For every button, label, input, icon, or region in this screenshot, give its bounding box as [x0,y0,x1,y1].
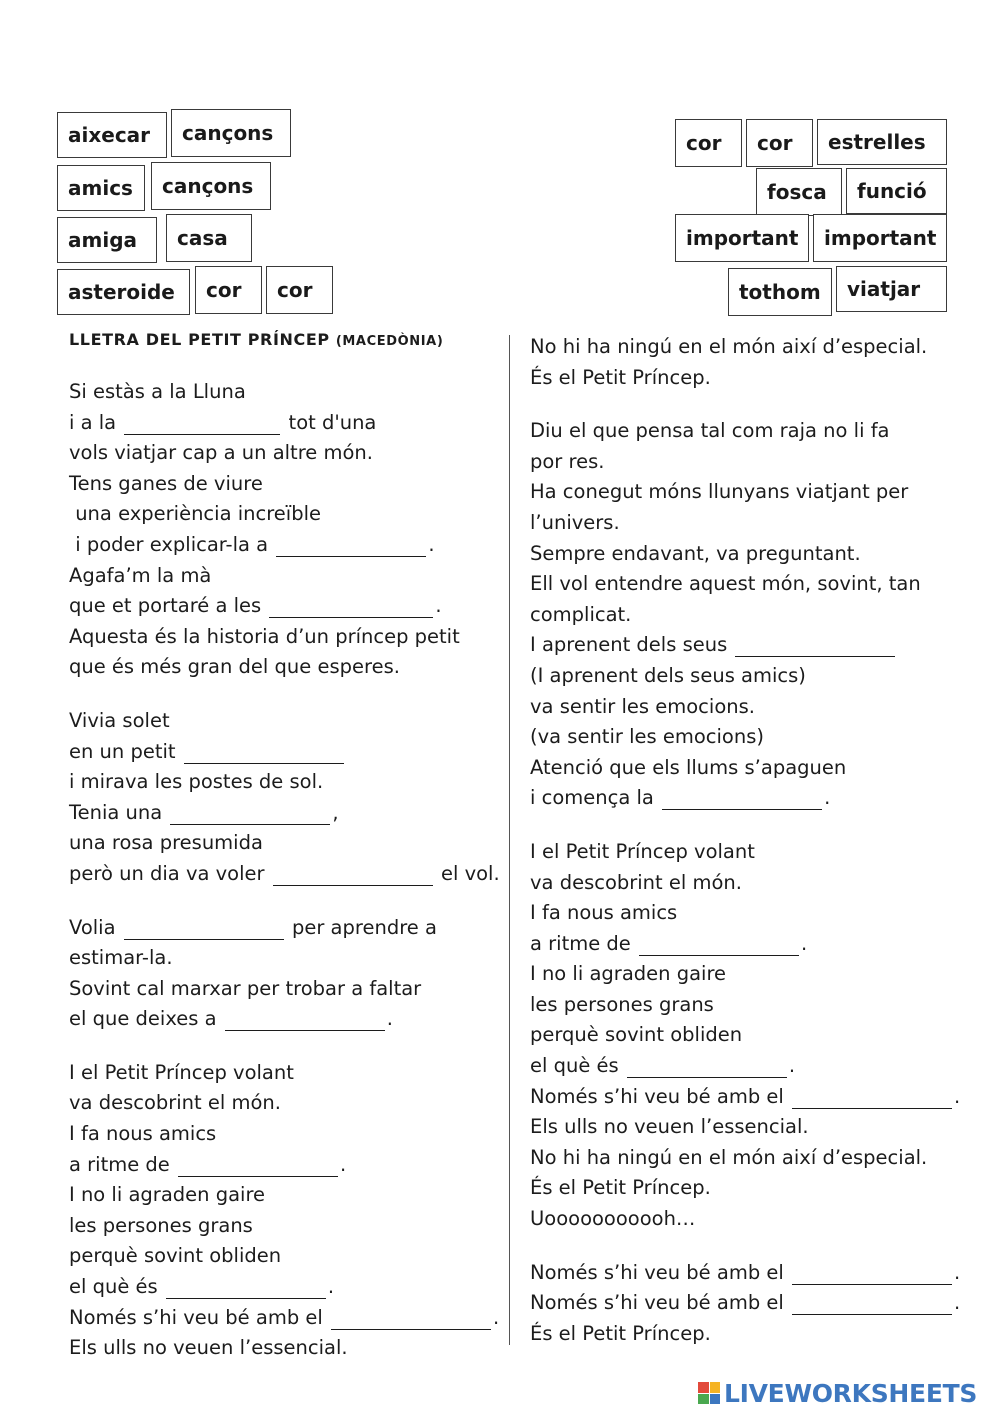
lyric-line: I el Petit Príncep volant [69,1060,294,1084]
lyric-line: però un dia va voler el vol. [69,861,500,885]
blank-input[interactable] [627,1058,787,1078]
blank-input[interactable] [166,1279,326,1299]
word-chip-fosca[interactable]: fosca [756,168,842,216]
lyric-line: Si estàs a la Lluna [69,380,246,403]
lyric-line: vols viatjar cap a un altre món. [69,441,373,465]
blank-input[interactable] [184,744,344,764]
title-subtitle: (MACEDÒNIA) [335,334,444,349]
lyric-line: Tenia una , [69,800,339,824]
lyric-line: una rosa presumida [69,831,263,855]
lyric-line: I no li agraden gaire [69,1183,266,1207]
lyric-line: en un petit [69,737,509,768]
lyric-line: que et portaré a les . [69,594,442,618]
lyrics-right-column [530,332,970,1349]
lyric-line: va sentir les emocions. [530,694,755,718]
page-title [69,330,443,349]
lyric-line: I fa nous amics [530,901,678,925]
word-chip-cancons[interactable]: cançons [171,109,291,157]
word-chip-tothom[interactable]: tothom [728,268,832,316]
word-chip-cor[interactable]: cor [675,119,742,167]
word-chip-cor[interactable]: cor [746,119,813,167]
lyric-line: va descobrint el món. [530,870,742,894]
lyric-line: i a la tot d'una [69,410,377,434]
blank-input[interactable] [124,920,284,940]
lyric-line: Atenció que els llums s’apaguen [530,755,847,779]
word-chip-amics[interactable]: amics [57,165,145,211]
lyric-line: No hi ha ningú en el món així d’especial. [530,1145,928,1169]
word-chip-aixecar[interactable]: aixecar [57,112,167,158]
lyric-line: Sempre endavant, va preguntant. [530,541,861,565]
lyric-line: el què és . [69,1275,335,1299]
lyric-line: Aquesta és la historia d’un príncep petit [69,624,460,648]
lyric-line: el què és . [530,1054,796,1078]
blank-input[interactable] [792,1295,952,1315]
blank-input[interactable] [269,598,433,618]
lyric-line: És el Petit Príncep. [530,1321,711,1345]
lyric-line: a ritme de . [69,1152,347,1176]
lyric-line: les persones grans [530,992,714,1016]
lyric-line: Els ulls no veuen l’essencial. [69,1336,348,1360]
word-chip-important[interactable]: important [813,214,947,262]
lyric-line: Ha conegut móns llunyans viatjant per [530,480,909,504]
lyric-line: I fa nous amics [69,1122,217,1146]
blank-input[interactable] [792,1089,952,1109]
lyric-line: Diu el que pensa tal com raja no li fa [530,419,890,443]
blank-input[interactable] [273,866,433,886]
lyric-line: Els ulls no veuen l’essencial. [530,1115,809,1139]
lyric-line: I no li agraden gaire [530,962,727,986]
lyric-line: perquè sovint obliden [69,1244,282,1268]
lyric-line: Només s’hi veu bé amb el . [530,1291,961,1315]
lyric-line: Uooooooooooh… [530,1207,696,1231]
lyric-line: el que deixes a . [69,1007,393,1031]
lyric-line: Vivia solet [69,708,170,732]
blank-input[interactable] [170,805,330,825]
lyric-line: (I aprenent dels seus amics) [530,663,806,687]
word-chip-cor[interactable]: cor [195,266,262,314]
lyric-line: Ell vol entendre aquest món, sovint, tan [530,572,921,596]
word-chip-cancons[interactable]: cançons [151,162,271,210]
word-chip-amiga[interactable]: amiga [57,217,157,263]
blank-input[interactable] [276,537,426,557]
lyric-line: Només s’hi veu bé amb el . [69,1305,500,1329]
lyric-line: i poder explicar-la a . [69,532,435,556]
word-chip-viatjar[interactable]: viatjar [836,266,947,312]
lyric-line: Només s’hi veu bé amb el . [530,1260,961,1284]
title-main: LLETRA DEL PETIT PRÍNCEP [69,330,330,349]
word-chip-casa[interactable]: casa [166,214,252,262]
liveworksheets-mark-icon [698,1382,720,1404]
lyric-line: a ritme de . [530,931,808,955]
lyric-line: por res. [530,449,605,473]
blank-input[interactable] [124,415,280,435]
lyric-line: estimar-la. [69,946,173,970]
lyric-line: que és més gran del que esperes. [69,655,400,679]
word-chip-asteroide[interactable]: asteroide [57,269,190,315]
lyrics-left-column [69,377,509,1364]
lyric-line: Només s’hi veu bé amb el . [530,1084,961,1108]
blank-input[interactable] [735,637,895,657]
blank-input[interactable] [178,1157,338,1177]
lyric-line: Tens ganes de viure [69,471,263,495]
lyric-line: i comença la . [530,786,831,810]
lyric-line: perquè sovint obliden [530,1023,743,1047]
liveworksheets-logo[interactable] [698,1378,977,1408]
word-chip-funcio[interactable]: funció [846,168,947,214]
word-chip-cor[interactable]: cor [266,266,333,314]
blank-input[interactable] [662,790,822,810]
lyric-line: una experiència increïble [69,502,322,526]
lyric-line: I el Petit Príncep volant [530,839,755,863]
blank-input[interactable] [225,1011,385,1031]
word-chip-estrelles[interactable]: estrelles [817,119,947,165]
lyric-line: complicat. [530,602,632,626]
lyric-line: No hi ha ningú en el món així d’especial. [530,335,928,358]
lyric-line: va descobrint el món. [69,1091,281,1115]
lyric-line: Agafa’m la mà [69,563,212,587]
lyric-line: Sovint cal marxar per trobar a faltar [69,976,422,1000]
lyric-line: I aprenent dels seus [530,630,970,661]
column-divider [509,335,510,1345]
blank-input[interactable] [331,1310,491,1330]
word-chip-important[interactable]: important [675,214,809,262]
lyric-line: i mirava les postes de sol. [69,770,324,794]
logo-text: LIVEWORKSHEETS [724,1378,978,1408]
lyric-line: (va sentir les emocions) [530,725,764,749]
lyric-line: Volia per aprendre a [69,915,437,939]
lyric-line: És el Petit Príncep. [530,365,711,389]
lyric-line: l’univers. [530,510,620,534]
blank-input[interactable] [792,1265,952,1285]
blank-input[interactable] [639,936,799,956]
lyric-line: les persones grans [69,1213,253,1237]
lyric-line: És el Petit Príncep. [530,1176,711,1200]
